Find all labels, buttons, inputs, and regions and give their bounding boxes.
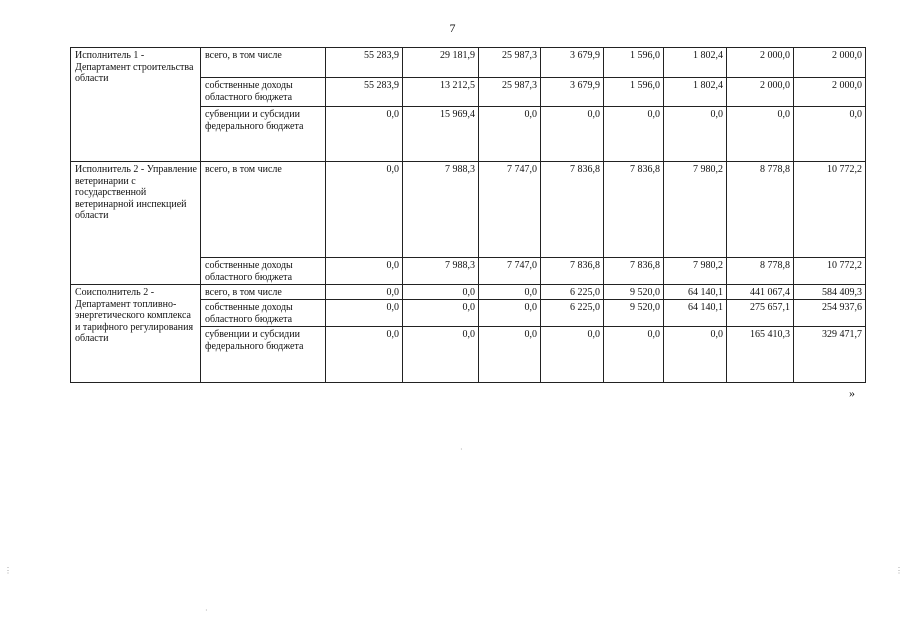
value-cell: 2 000,0 [794,48,866,78]
value-cell: 0,0 [727,107,794,162]
value-cell: 441 067,4 [727,285,794,300]
value-cell: 25 987,3 [479,48,541,78]
value-cell: 0,0 [326,285,403,300]
page-number: 7 [449,21,456,35]
value-cell: 0,0 [403,327,479,383]
value-cell: 64 140,1 [664,285,727,300]
value-cell: 64 140,1 [664,300,727,327]
value-cell: 2 000,0 [794,78,866,107]
value-cell: 3 679,9 [541,48,604,78]
closing-quote: » [849,386,855,400]
value-cell: 0,0 [604,327,664,383]
value-cell: 0,0 [479,300,541,327]
value-cell: 7 988,3 [403,258,479,285]
value-cell: 1 802,4 [664,78,727,107]
value-cell: 329 471,7 [794,327,866,383]
value-cell: 25 987,3 [479,78,541,107]
value-cell: 2 000,0 [727,48,794,78]
value-cell: 0,0 [326,162,403,258]
scan-speck: · [205,606,208,615]
executor-cell: Исполнитель 2 - Управление ветеринарии с государственной ветеринарной инспекцией области [71,162,201,285]
value-cell: 29 181,9 [403,48,479,78]
value-cell: 7 980,2 [664,162,727,258]
value-cell: 7 836,8 [541,258,604,285]
value-cell: 275 657,1 [727,300,794,327]
value-cell: 6 225,0 [541,300,604,327]
value-cell: 8 778,8 [727,258,794,285]
funding-source-cell: всего, в том числе [201,162,326,258]
scan-speck: · [460,445,463,454]
value-cell: 1 596,0 [604,48,664,78]
value-cell: 55 283,9 [326,78,403,107]
budget-table-body [71,48,866,383]
value-cell: 7 836,8 [541,162,604,258]
value-cell: 55 283,9 [326,48,403,78]
funding-source-cell: субвенции и субсидии федерального бюджета [201,327,326,383]
value-cell: 10 772,2 [794,258,866,285]
value-cell: 0,0 [541,327,604,383]
value-cell: 0,0 [604,107,664,162]
scan-speck: ⋮ [4,566,11,575]
executor-cell: Соисполнитель 2 - Департамент топливно-энергетического комплекса и тарифного регулирования области [71,285,201,383]
funding-source-cell: всего, в том числе [201,48,326,78]
value-cell: 0,0 [479,327,541,383]
value-cell: 0,0 [326,107,403,162]
value-cell: 0,0 [794,107,866,162]
value-cell: 254 937,6 [794,300,866,327]
value-cell: 0,0 [326,327,403,383]
scan-speck: ⋮ [895,566,902,575]
value-cell: 7 980,2 [664,258,727,285]
value-cell: 10 772,2 [794,162,866,258]
executor-cell: Исполнитель 1 - Департамент строительства области [71,48,201,162]
value-cell: 1 596,0 [604,78,664,107]
funding-source-cell: собственные доходы областного бюджета [201,300,326,327]
value-cell: 6 225,0 [541,285,604,300]
value-cell: 1 802,4 [664,48,727,78]
value-cell: 0,0 [403,300,479,327]
value-cell: 0,0 [326,300,403,327]
funding-source-cell: субвенции и субсидии федерального бюджета [201,107,326,162]
value-cell: 0,0 [541,107,604,162]
value-cell: 584 409,3 [794,285,866,300]
funding-source-cell: собственные доходы областного бюджета [201,258,326,285]
value-cell: 0,0 [479,285,541,300]
value-cell: 165 410,3 [727,327,794,383]
value-cell: 8 778,8 [727,162,794,258]
value-cell: 9 520,0 [604,300,664,327]
table-row [71,48,866,78]
value-cell: 0,0 [403,285,479,300]
value-cell: 0,0 [479,107,541,162]
value-cell: 13 212,5 [403,78,479,107]
funding-source-cell: всего, в том числе [201,285,326,300]
value-cell: 7 747,0 [479,162,541,258]
value-cell: 7 747,0 [479,258,541,285]
table-row [71,162,866,258]
value-cell: 15 969,4 [403,107,479,162]
funding-source-cell: собственные доходы областного бюджета [201,78,326,107]
table-row [71,285,866,300]
value-cell: 3 679,9 [541,78,604,107]
value-cell: 7 836,8 [604,258,664,285]
value-cell: 2 000,0 [727,78,794,107]
value-cell: 0,0 [664,327,727,383]
value-cell: 7 836,8 [604,162,664,258]
value-cell: 7 988,3 [403,162,479,258]
value-cell: 0,0 [664,107,727,162]
budget-table [70,47,866,383]
value-cell: 0,0 [326,258,403,285]
value-cell: 9 520,0 [604,285,664,300]
